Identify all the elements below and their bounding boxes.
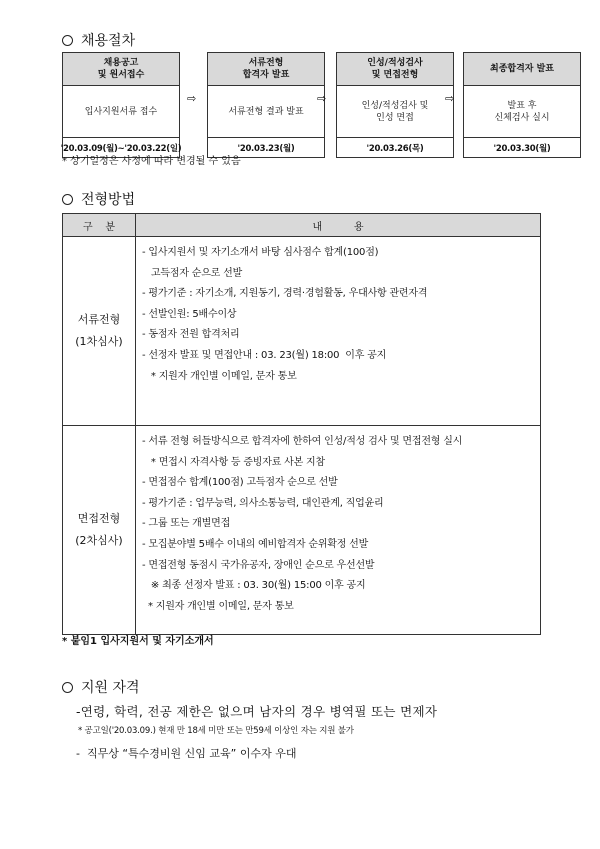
qualification-line-1: -연령, 학력, 전공 제한은 없으며 남자의 경우 병역필 또는 면제자 [76,704,438,719]
row-content [136,237,541,426]
header-category: 구 분 [63,214,136,237]
content-line: - 면접점수 합계(100점) 고득점자 순으로 선발 [142,477,338,489]
row-category: 서류전형 (1차심사) [63,237,136,426]
right-arrow-icon: ⇨ [317,92,327,105]
content-line: * 면접시 자격사항 등 증빙자료 사본 지참 [142,456,325,468]
table-header-row [63,214,541,237]
row-content [136,426,541,635]
qualification-line-2: * 공고일('20.03.09.) 현재 만 18세 미만 또는 만59세 이상인 자는 지원 불가 [78,726,354,736]
circle-bullet-icon [62,194,73,205]
qualification-line-3: - 직무상 “특수경비원 신임 교육” 이수자 우대 [76,747,297,760]
process-section-title [62,30,135,50]
circle-bullet-icon [62,682,73,693]
step-head: 인성/적성검사 및 면접전형 [336,52,454,86]
step-date: '20.03.09(월)~'20.03.22(일) [62,138,180,158]
step-head: 채용공고 및 원서접수 [62,52,180,86]
step-date: '20.03.23(월) [207,138,325,158]
right-arrow-icon: ⇨ [445,92,455,105]
content-line: - 서류 전형 허들방식으로 합격자에 한하여 인성/적성 검사 및 면접전형 실시 [142,436,463,447]
content-line: - 선정자 발표 및 면접안내 : 03. 23(월) 18:00 이후 공지 [142,349,387,361]
step-body: 서류전형 결과 발표 [207,86,325,138]
step-body: 입사지원서류 접수 [62,86,180,138]
content-line: - 모집분야별 5배수 이내의 예비합격자 순위확정 선발 [142,538,369,550]
attachment-note: * 붙임1 입사지원서 및 자기소개서 [62,636,214,647]
content-line: - 입사지원서 및 자기소개서 바탕 심사점수 합계(100점) [142,247,379,258]
process-step-4 [463,52,581,158]
step-head: 최종합격자 발표 [463,52,581,86]
content-line: - 그룹 또는 개별면접 [142,518,231,530]
row-category: 면접전형 (2차심사) [63,426,136,635]
right-arrow-icon: ⇨ [187,92,197,105]
step-date: '20.03.26(목) [336,138,454,158]
selection-table [62,213,541,635]
process-step-3 [336,52,454,158]
schedule-note: * 상기일정은 사정에 따라 변경될 수 있음 [62,156,241,167]
content-line: 고득점자 순으로 선발 [142,267,243,279]
header-content: 내 용 [136,214,541,237]
content-line: - 평가기준 : 자기소개, 지원동기, 경력·경험활동, 우대사항 관련자격 [142,288,428,300]
qualification-section-title [62,677,140,697]
process-step-2 [207,52,325,158]
step-body: 발표 후 신체검사 실시 [463,86,581,138]
process-title: 채용절차 [81,33,136,49]
content-line: - 평가기준 : 업무능력, 의사소통능력, 대인관계, 직업윤리 [142,497,384,509]
content-line: - 면접전형 동점시 국가유공자, 장애인 순으로 우선선발 [142,559,375,571]
content-line: * 지원자 개인별 이메일, 문자 통보 [142,600,294,612]
step-date: '20.03.30(월) [463,138,581,158]
step-head: 서류전형 합격자 발표 [207,52,325,86]
selection-section-title [62,189,135,209]
content-line: - 동점자 전원 합격처리 [142,329,240,341]
table-row-interview [63,426,541,635]
content-line: * 지원자 개인별 이메일, 문자 통보 [142,370,297,382]
step-body: 인성/적성검사 및 인성 면접 [336,86,454,138]
qualification-title: 지원 자격 [81,680,140,696]
content-line: ※ 최종 선정자 발표 : 03. 30(월) 15:00 이후 공지 [142,580,366,592]
table-row-document [63,237,541,426]
selection-title: 전형방법 [81,192,136,208]
circle-bullet-icon [62,35,73,46]
content-line: - 선발인원: 5배수이상 [142,308,237,320]
process-step-1 [62,52,180,158]
